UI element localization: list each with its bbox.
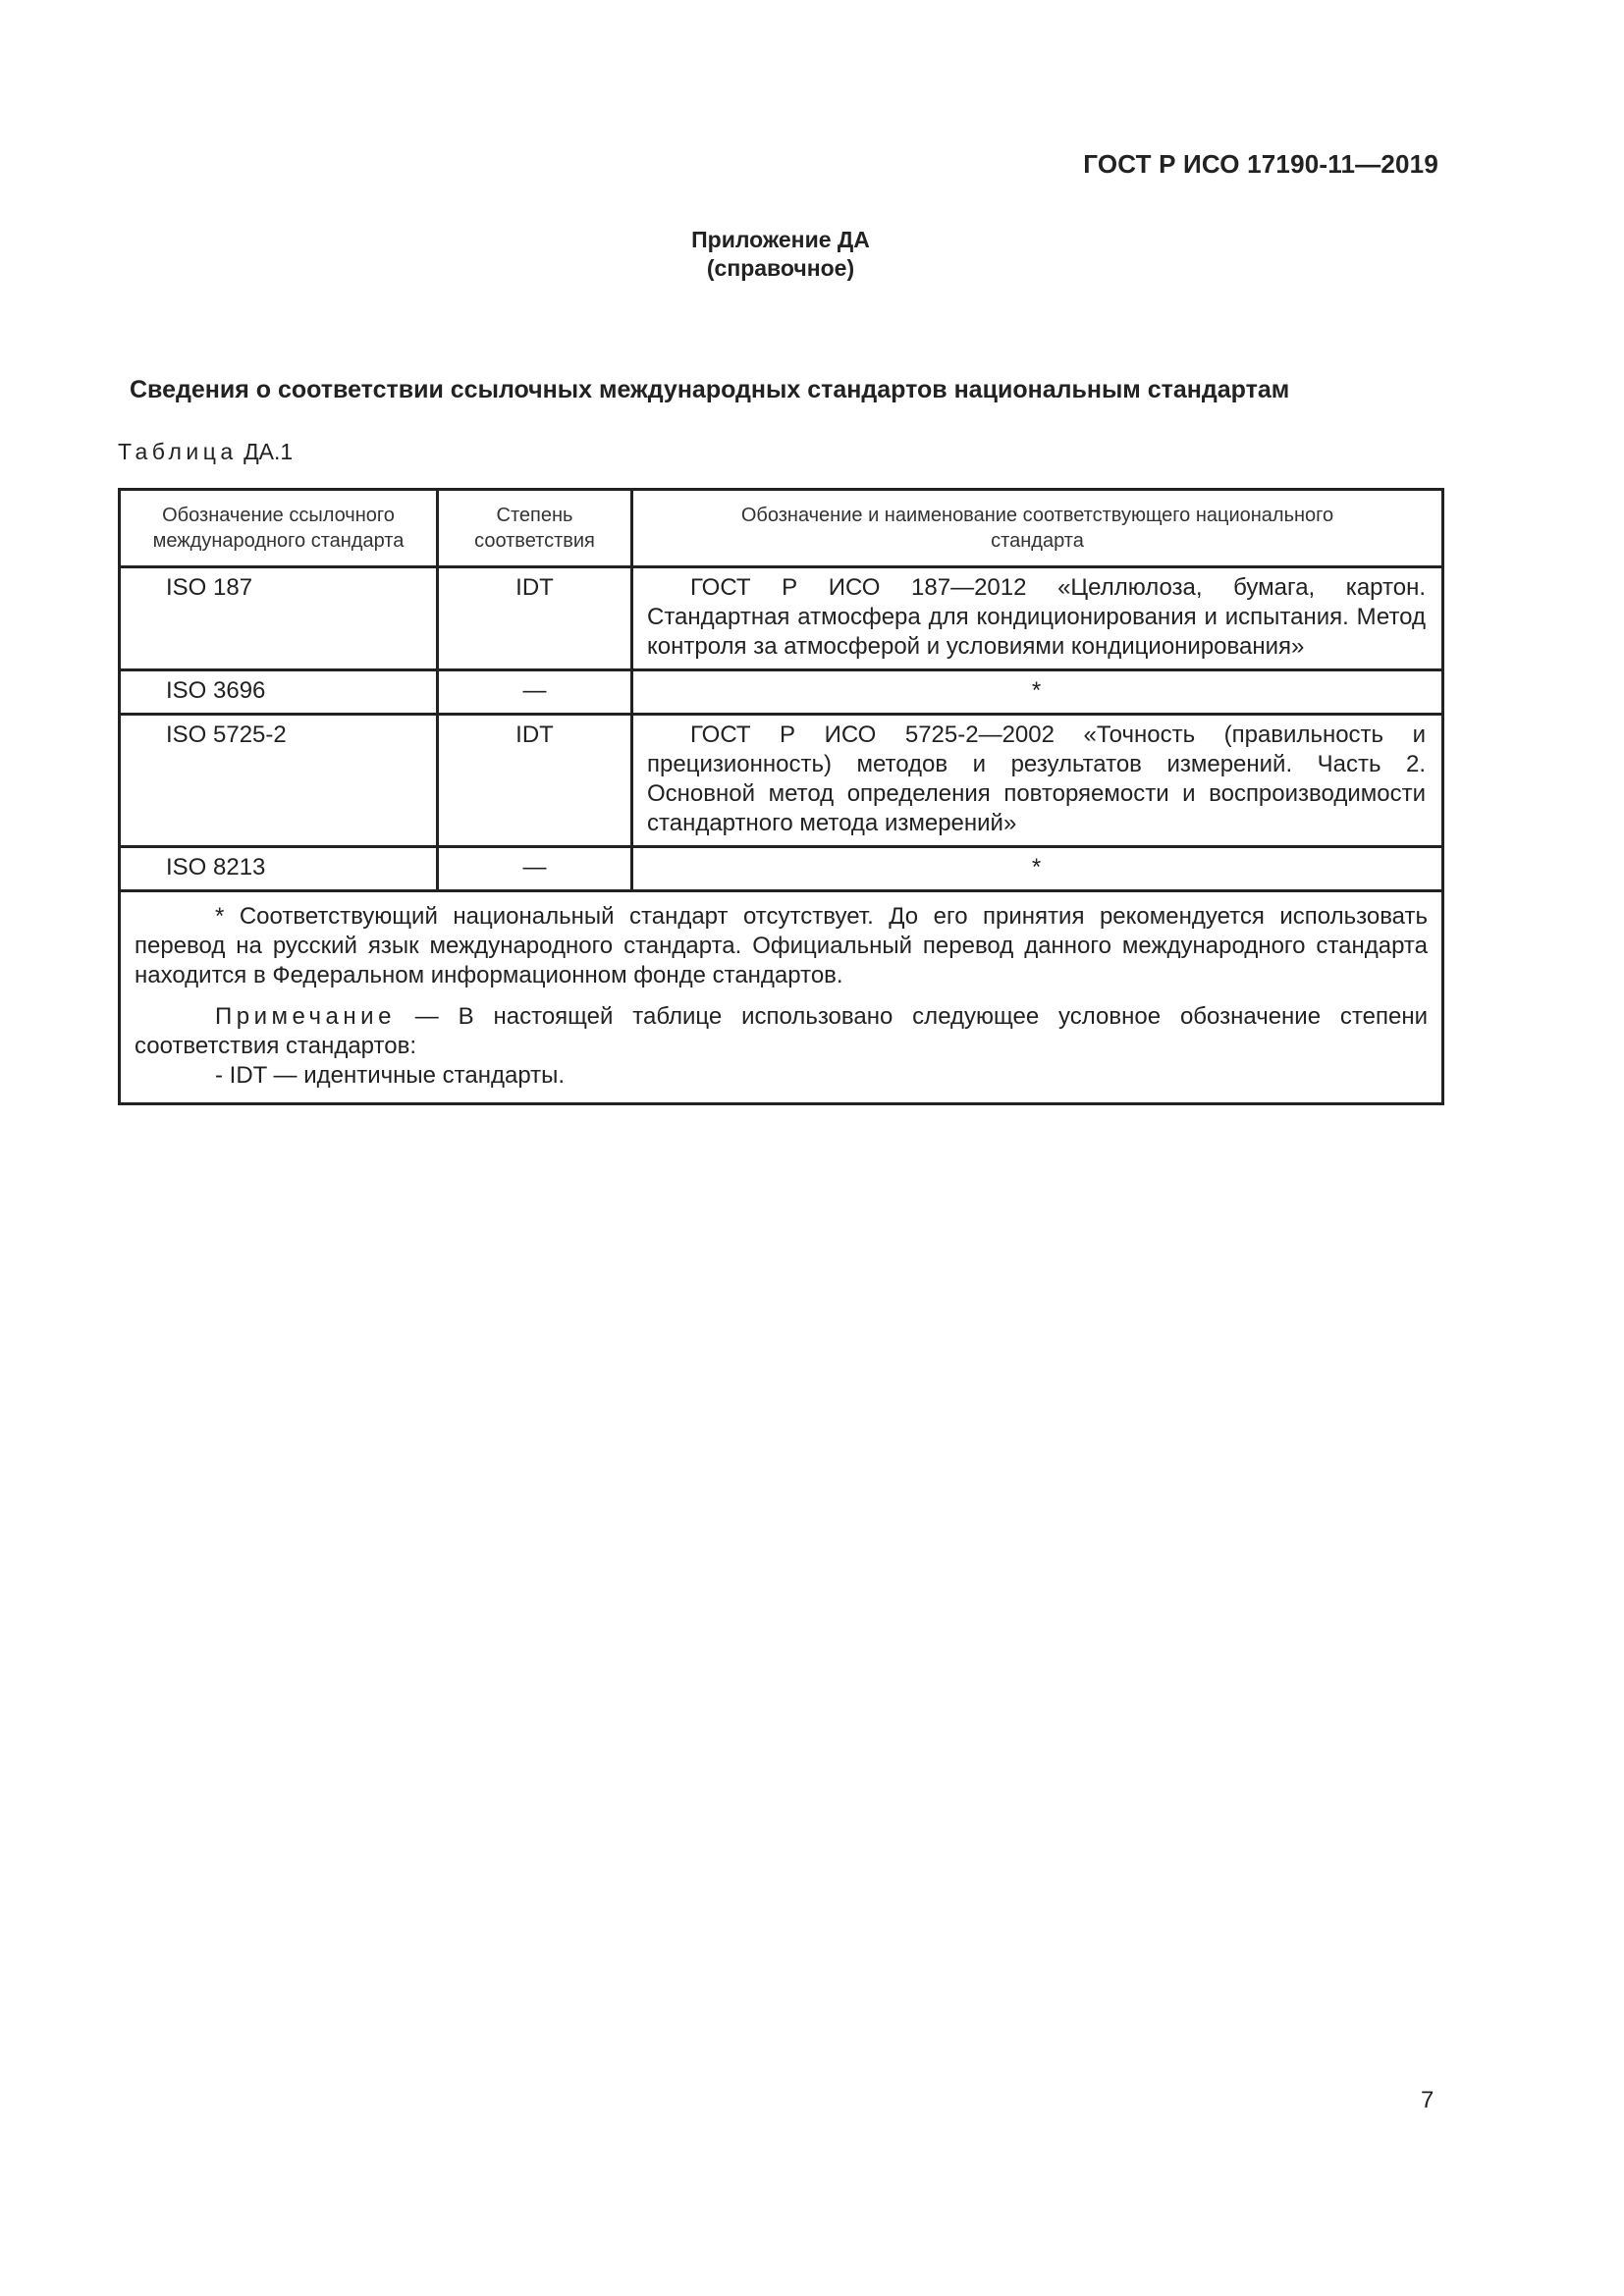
- table-footnote: * Соответствующий национальный стандарт отсутствует. До его принятия рекомендуется использовать перевод на русский язык международного стандарта. Официальный перевод данного международного стандарта находится в Федеральном информационном фонде стандартов.: [135, 903, 1428, 988]
- cell-national-standard: *: [632, 847, 1443, 891]
- cell-national-standard: ГОСТ Р ИСО 187—2012 «Целлюлоза, бумага, картон. Стандартная атмосфера для кондиционирования и испытания. Метод контроля за атмосферой и условиями кондиционирования»: [632, 567, 1443, 670]
- cell-degree: —: [438, 670, 632, 715]
- correspondence-table: [118, 488, 1444, 1105]
- table-row: [120, 567, 1443, 670]
- header-standard: Обозначение ссылочного международного стандарта: [120, 490, 438, 567]
- table-row: [120, 847, 1443, 891]
- cell-standard: ISO 5725-2: [120, 715, 438, 847]
- cell-national-standard: ГОСТ Р ИСО 5725-2—2002 «Точность (правильность и прецизионность) методов и результатов измерений. Часть 2. Основной метод определения повторяемости и воспроизводимости стандартного метода измерений»: [632, 715, 1443, 847]
- table-label-word: Таблица: [118, 439, 238, 464]
- header-national-standard: Обозначение и наименование соответствующего национального стандарта: [632, 490, 1443, 567]
- cell-national-standard: *: [632, 670, 1443, 715]
- cell-degree: —: [438, 847, 632, 891]
- appendix-heading: [0, 226, 1561, 283]
- appendix-title: Приложение ДА: [691, 227, 870, 252]
- cell-standard: ISO 3696: [120, 670, 438, 715]
- table-note: [135, 1002, 1428, 1061]
- page-number: 7: [1421, 2087, 1435, 2113]
- cell-degree: IDT: [438, 567, 632, 670]
- table-header-row: [120, 490, 1443, 567]
- section-title: Сведения о соответствии ссылочных международных стандартов национальным стандартам: [130, 376, 1290, 403]
- appendix-subtitle: (справочное): [706, 255, 855, 281]
- note-text: — В настоящей таблице использовано следующее условное обозначение степени соответствия стандартов:: [135, 1003, 1428, 1059]
- document-code: ГОСТ Р ИСО 17190-11—2019: [1083, 149, 1438, 179]
- table-footer: [120, 891, 1443, 1104]
- cell-standard: ISO 187: [120, 567, 438, 670]
- table-footer-row: [120, 891, 1443, 1104]
- note-item: - IDT — идентичные стандарты.: [215, 1062, 566, 1089]
- table-row: [120, 670, 1443, 715]
- cell-standard: ISO 8213: [120, 847, 438, 891]
- table-row: [120, 715, 1443, 847]
- header-degree: Степень соответствия: [438, 490, 632, 567]
- note-label: Примечание: [215, 1003, 396, 1030]
- table-label: [118, 439, 293, 465]
- table-label-number: ДА.1: [244, 439, 294, 464]
- cell-degree: IDT: [438, 715, 632, 847]
